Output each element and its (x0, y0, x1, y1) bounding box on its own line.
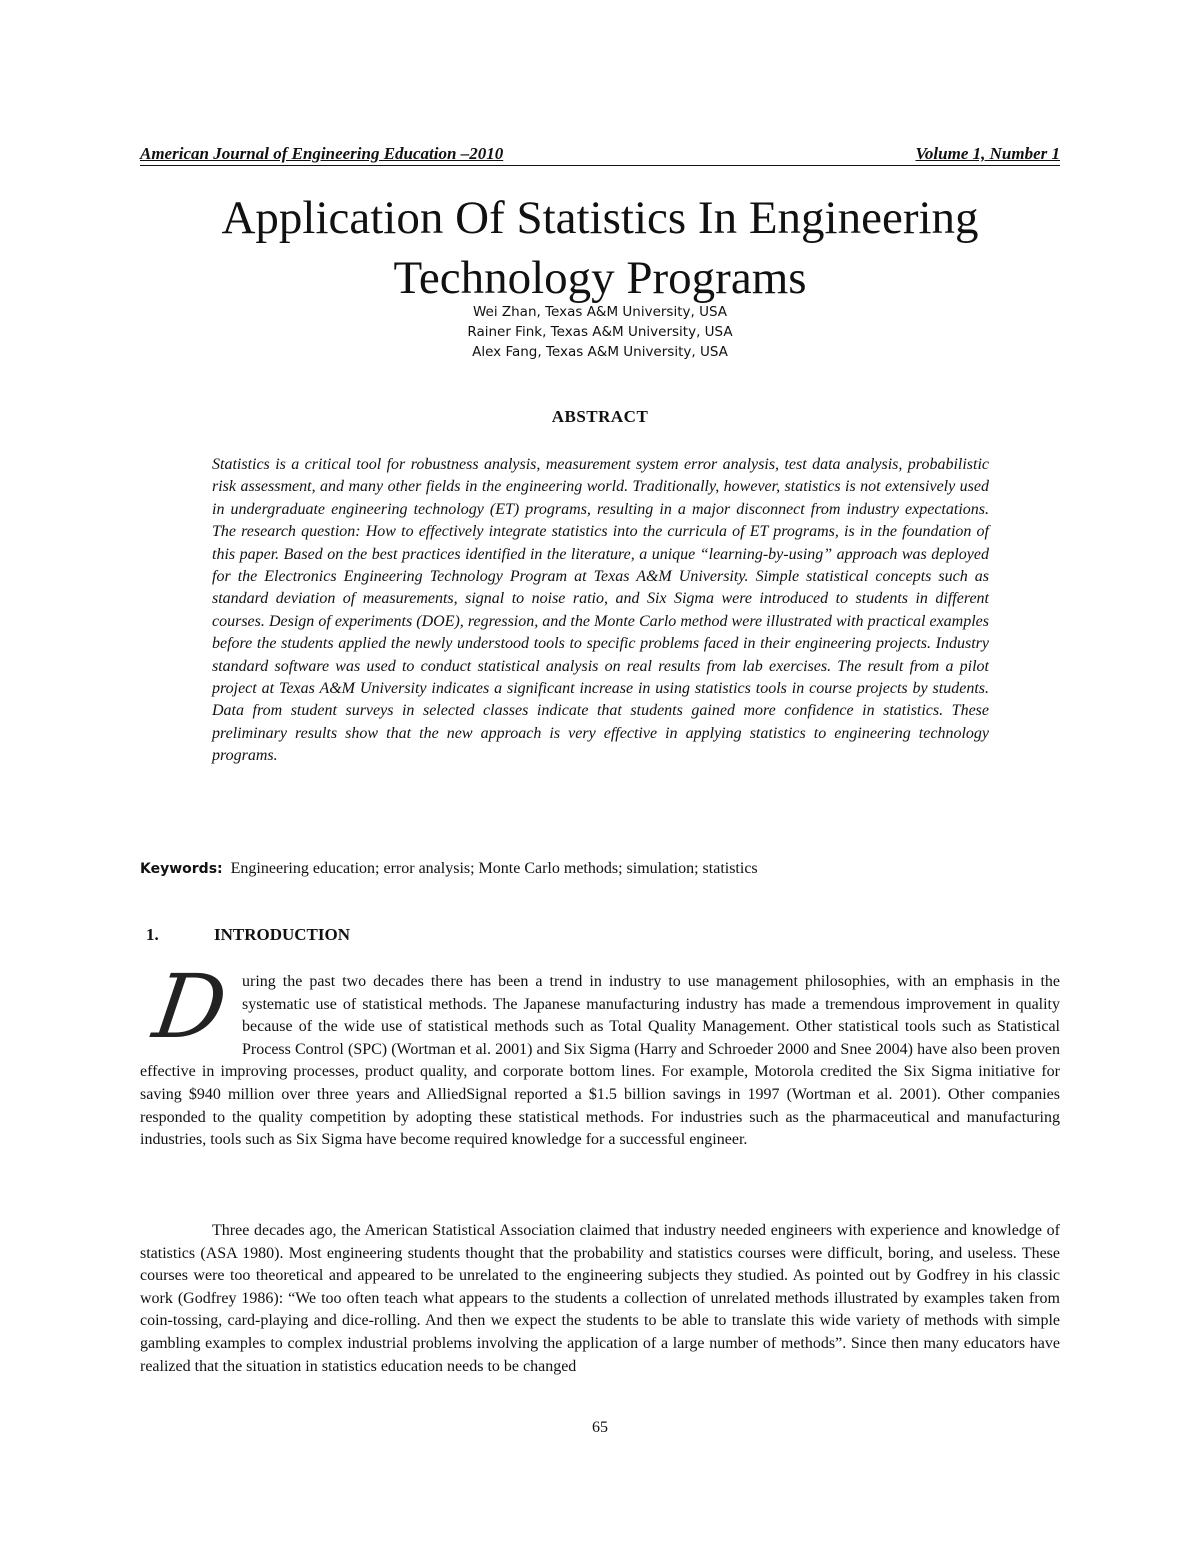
section-title: INTRODUCTION (214, 925, 351, 944)
keywords-label: Keywords: (140, 861, 223, 877)
title-line-2: Technology Programs (393, 252, 807, 304)
volume-number: Volume 1, Number 1 (915, 144, 1060, 163)
section-heading (146, 925, 350, 945)
paper-title (100, 188, 1100, 308)
abstract-heading: ABSTRACT (551, 407, 649, 426)
title-line-1: Application Of Statistics In Engineering (221, 192, 979, 244)
keywords-text: Engineering education; error analysis; Monte Carlo methods; simulation; statistics (230, 860, 758, 877)
intro-paragraph-1: uring the past two decades there has been a trend in industry to use management philosophies, with an emphasis in the systematic use of statistical methods. The Japanese manufacturing industry has made a tremendous improvement in quality because of the wide use of statistical methods such as Total Quality Management. Other statistical tools such as Statistical Process Control (SPC) (Wortman et al. 2001) and Six Sigma (Harry and Schroeder 2000 and Snee 2004) have also been proven effective in improving processes, product quality, and corporate bottom lines. For example, Motorola credited the Six Sigma initiative for saving $940 million over three years and AlliedSignal reported a $1.5 billion savings in 1997 (Wortman et al. 2001). Other companies responded to the quality competition by adopting these statistical methods. For industries such as the pharmaceutical and manufacturing industries, tools such as Six Sigma have become required knowledge for a successful engineer. (140, 973, 1060, 1149)
drop-cap: D (147, 955, 233, 1058)
author-list (300, 302, 900, 362)
keywords (140, 858, 1060, 880)
journal-name: American Journal of Engineering Education –2010 (140, 144, 504, 163)
page-number: 65 (592, 1419, 608, 1436)
author-1: Wei Zhan, Texas A&M University, USA (472, 304, 728, 320)
running-header (140, 144, 1060, 166)
intro-paragraph-2: Three decades ago, the American Statistical Association claimed that industry needed engineers with experience and knowledge of statistics (ASA 1980). Most engineering students thought that the probability and statistics courses were difficult, boring, and useless. These courses were too theoretical and appeared to be unrelated to the engineering subjects they studied. As pointed out by Godfrey in his classic work (Godfrey 1986): “We too often teach what appears to the students a collection of unrelated methods illustrated by examples taken from coin-tossing, card-playing and dice-rolling. And then we expect the students to be able to translate this wide variety of methods with simple gambling examples to complex industrial problems involving the application of a large number of methods”. Since then many educators have realized that the situation in statistics education needs to be changed (140, 1222, 1060, 1375)
introduction-section (140, 955, 1060, 1152)
author-3: Alex Fang, Texas A&M University, USA (472, 344, 728, 360)
abstract-text: Statistics is a critical tool for robustness analysis, measurement system error analysis, test data analysis, probabilistic risk assessment, and many other fields in the engineering world. Traditionally, however, statistics is not extensively used in undergraduate engineering technology (ET) programs, resulting in a major disconnect from industry expectations. The research question: How to effectively integrate statistics into the curricula of ET programs, is in the foundation of this paper. Based on the best practices identified in the literature, a unique “learning-by-using” approach was deployed for the Electronics Engineering Technology Program at Texas A&M University. Simple statistical concepts such as standard deviation of measurements, signal to noise ratio, and Six Sigma were introduced to students in different courses. Design of experiments (DOE), regression, and the Monte Carlo method were illustrated with practical examples before the students applied the newly understood tools to specific problems faced in their engineering projects. Industry standard software was used to conduct statistical analysis on real results from lab exercises. The result from a pilot project at Texas A&M University indicates a significant increase in using statistics tools in course projects by students. Data from student surveys in selected classes indicate that students gained more confidence in statistics. These preliminary results show that the new approach is very effective in applying statistics to engineering technology programs. (212, 456, 989, 765)
section-number: 1. (146, 925, 159, 944)
author-2: Rainer Fink, Texas A&M University, USA (467, 324, 733, 340)
